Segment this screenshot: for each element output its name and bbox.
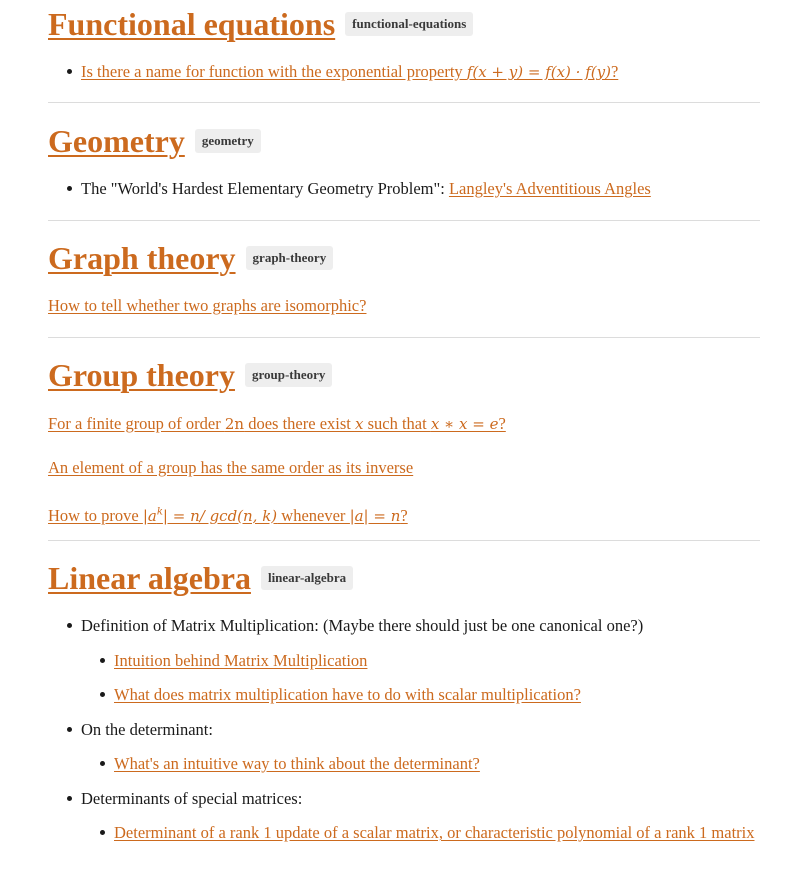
- section-functional-equations: [48, 4, 760, 85]
- link-text: How to prove: [48, 505, 143, 525]
- group-label-matrix-multiplication: Definition of Matrix Multiplication: (Maybe there should just be one canonical one?): [81, 616, 644, 635]
- link-text: For a finite group of order: [48, 414, 225, 433]
- section-graph-theory: [48, 238, 760, 319]
- question-link-element-order-inverse[interactable]: An element of a group has the same order as its inverse: [48, 458, 414, 477]
- math-expression: x ∗ x = e: [430, 415, 499, 433]
- section-heading: [48, 4, 760, 44]
- tag-geometry[interactable]: geometry: [195, 129, 261, 153]
- item-prefix: The "World's Hardest Elementary Geometry Problem":: [81, 179, 449, 198]
- section-heading: [48, 238, 760, 278]
- question-link-finite-group-order[interactable]: [48, 414, 506, 433]
- question-link-graph-isomorphic[interactable]: How to tell whether two graphs are isomorphic?: [48, 296, 367, 315]
- list-item: [48, 787, 760, 812]
- link-text: such that: [363, 414, 431, 433]
- link-text: Is there a name for function with the exponential property: [81, 62, 467, 81]
- math-expression: |a: [142, 506, 157, 525]
- math-expression: | = n/ gcd(n, k): [162, 506, 278, 525]
- heading-link-graph-theory[interactable]: Graph theory: [48, 239, 236, 276]
- tag-group-theory[interactable]: group-theory: [245, 363, 332, 387]
- section-heading: [48, 558, 760, 598]
- math-superscript: k: [156, 506, 163, 517]
- list-item: [48, 649, 760, 674]
- question-link-exponential-property[interactable]: [81, 62, 618, 81]
- list-item: [48, 752, 760, 777]
- section-geometry: [48, 121, 760, 202]
- divider: [48, 220, 760, 221]
- list-item: [48, 177, 760, 202]
- divider: [48, 337, 760, 338]
- question-link-intuition-matrix-mult[interactable]: Intuition behind Matrix Multiplication: [114, 651, 368, 670]
- group-label-special-matrices: Determinants of special matrices:: [81, 789, 303, 808]
- tag-graph-theory[interactable]: graph-theory: [246, 246, 334, 270]
- math-expression: f(x + y) = f(x) · f(y): [466, 63, 611, 81]
- math-expression: x: [354, 415, 364, 433]
- graph-link-row: [48, 294, 760, 319]
- tag-functional-equations[interactable]: functional-equations: [345, 12, 473, 36]
- list-item: [48, 60, 760, 85]
- math-expression: 2n: [224, 415, 245, 433]
- math-expression: |a| = n: [349, 506, 401, 525]
- section-group-theory: [48, 355, 760, 529]
- list-item: [48, 821, 760, 846]
- tag-linear-algebra[interactable]: linear-algebra: [261, 566, 353, 590]
- section-heading: [48, 121, 760, 161]
- link-text: ?: [400, 505, 408, 525]
- heading-link-functional-equations[interactable]: Functional equations: [48, 5, 336, 42]
- divider: [48, 102, 760, 103]
- link-langleys-angles[interactable]: Langley's Adventitious Angles: [448, 179, 651, 198]
- list-item: [48, 614, 760, 639]
- question-link-intuitive-determinant[interactable]: What's an intuitive way to think about the determinant?: [114, 754, 480, 773]
- link-text: ?: [610, 62, 619, 81]
- heading-link-geometry[interactable]: Geometry: [48, 122, 185, 159]
- question-link-rank-one-update[interactable]: Determinant of a rank 1 update of a scalar matrix, or characteristic polynomial of a rank 1 matrix: [114, 823, 755, 842]
- list: [48, 60, 760, 85]
- list-item: [48, 683, 760, 708]
- question-link-matrix-scalar-mult[interactable]: What does matrix multiplication have to do with scalar multiplication?: [114, 685, 581, 704]
- section-heading: [48, 355, 760, 395]
- question-link-prove-order-gcd[interactable]: [48, 506, 408, 525]
- list: [48, 614, 760, 846]
- group-link-row: [48, 500, 760, 529]
- group-link-row: [48, 456, 760, 481]
- section-linear-algebra: [48, 558, 760, 846]
- link-text: ?: [498, 414, 506, 433]
- heading-link-group-theory[interactable]: Group theory: [48, 356, 235, 393]
- heading-link-linear-algebra[interactable]: Linear algebra: [48, 559, 251, 596]
- link-text: whenever: [277, 505, 350, 525]
- list-item: [48, 718, 760, 743]
- group-label-determinant: On the determinant:: [81, 720, 213, 739]
- group-link-row: [48, 412, 760, 437]
- link-text: does there exist: [244, 414, 355, 433]
- list: [48, 177, 760, 202]
- divider: [48, 540, 760, 541]
